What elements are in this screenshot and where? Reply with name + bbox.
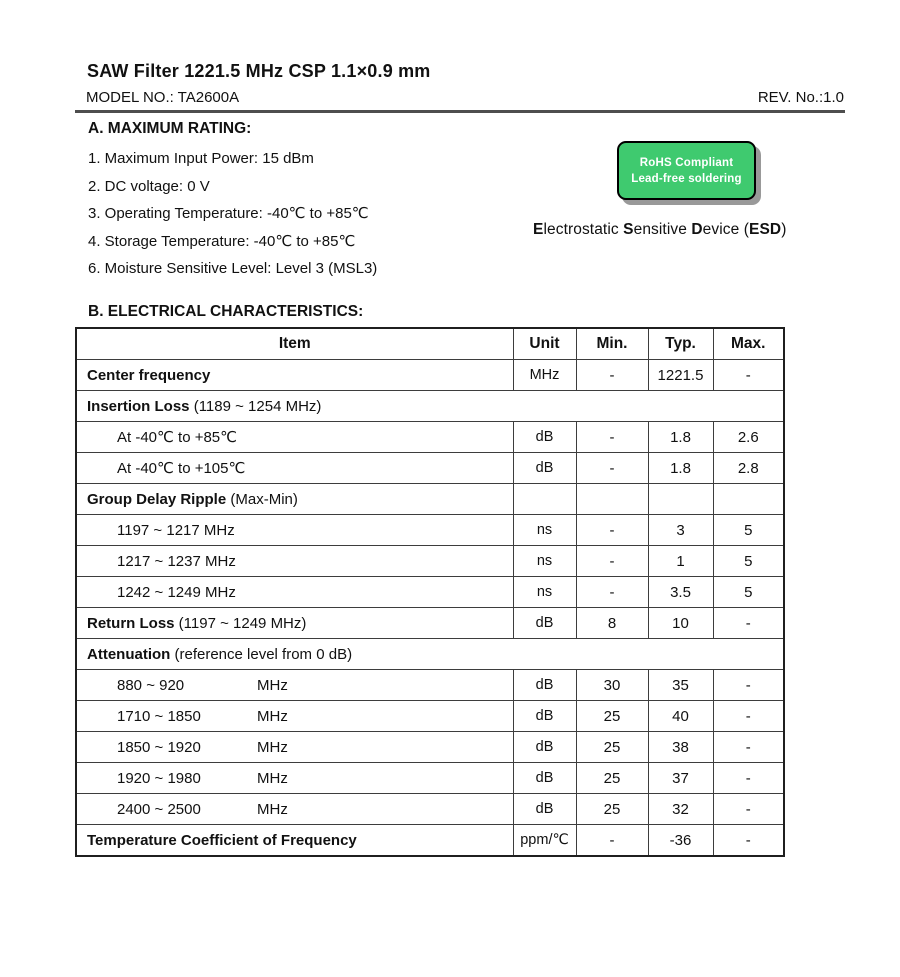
- min-cell: 25: [576, 732, 648, 763]
- item-label-bold: Insertion Loss: [87, 397, 190, 415]
- min-cell: 25: [576, 701, 648, 732]
- item-unit-suffix: MHz: [257, 707, 288, 725]
- table-row: [76, 515, 784, 546]
- unit-cell: dB: [513, 732, 576, 763]
- max-cell: 5: [713, 546, 784, 577]
- table-header-row: [76, 328, 784, 360]
- item-label-rest: At -40℃ to +105℃: [117, 460, 246, 477]
- item-label-rest: 1197 ~ 1217 MHz: [117, 521, 235, 539]
- item-cell: [76, 608, 513, 639]
- min-cell: 25: [576, 763, 648, 794]
- model-revision-row: [86, 89, 844, 106]
- table-row: [76, 701, 784, 732]
- esd-text-segment: lectrostatic: [543, 221, 624, 238]
- item-cell: [76, 484, 513, 515]
- min-cell: -: [576, 546, 648, 577]
- column-header: Typ.: [648, 328, 713, 360]
- min-cell: -: [576, 825, 648, 857]
- item-unit-suffix: MHz: [257, 676, 288, 694]
- max-rating-item: 3. Operating Temperature: -40℃ to +85℃: [88, 205, 369, 222]
- table-row: [76, 453, 784, 484]
- max-cell: -: [713, 608, 784, 639]
- max-rating-list: [88, 145, 377, 283]
- item-cell: [76, 360, 513, 391]
- rohs-badge-line1: RoHS Compliant: [639, 156, 734, 169]
- item-cell: [76, 422, 513, 453]
- item-label-rest: 1217 ~ 1237 MHz: [117, 552, 236, 570]
- table-row: [76, 825, 784, 857]
- header-divider: [75, 110, 845, 113]
- table-row: [76, 391, 784, 422]
- item-label-rest: (reference level from 0 dB): [170, 645, 353, 663]
- item-cell: [76, 639, 784, 670]
- typ-cell: 35: [648, 670, 713, 701]
- table-row: [76, 670, 784, 701]
- typ-cell: 37: [648, 763, 713, 794]
- unit-cell: ns: [513, 546, 576, 577]
- unit-cell: dB: [513, 453, 576, 484]
- esd-text-segment: evice (: [702, 221, 750, 238]
- item-cell: [76, 546, 513, 577]
- table-body: [76, 360, 784, 857]
- item-cell: [76, 670, 513, 701]
- max-cell: -: [713, 732, 784, 763]
- table-row: [76, 360, 784, 391]
- unit-cell: ns: [513, 577, 576, 608]
- min-cell: -: [576, 577, 648, 608]
- item-label-rest: 880 ~ 920: [117, 676, 185, 694]
- esd-text-segment: E: [533, 221, 544, 238]
- min-cell: -: [576, 360, 648, 391]
- typ-cell: 1: [648, 546, 713, 577]
- item-label-rest: 1850 ~ 1920: [117, 738, 201, 756]
- typ-cell: 38: [648, 732, 713, 763]
- section-b-heading: B. ELECTRICAL CHARACTERISTICS:: [88, 303, 364, 320]
- max-rating-item: 4. Storage Temperature: -40℃ to +85℃: [88, 232, 356, 250]
- typ-cell: [648, 484, 713, 515]
- item-cell: [76, 453, 513, 484]
- typ-cell: 3: [648, 515, 713, 546]
- unit-cell: dB: [513, 763, 576, 794]
- column-header: Unit: [513, 328, 576, 360]
- table-row: [76, 546, 784, 577]
- unit-cell: dB: [513, 608, 576, 639]
- esd-text-segment: ensitive: [633, 221, 692, 238]
- item-label-rest: 1710 ~ 1850: [117, 707, 201, 725]
- typ-cell: 1221.5: [648, 360, 713, 391]
- max-cell: -: [713, 794, 784, 825]
- column-header: Item: [76, 328, 513, 360]
- typ-cell: 10: [648, 608, 713, 639]
- item-label-rest: 2400 ~ 2500: [117, 800, 201, 818]
- item-cell: [76, 701, 513, 732]
- model-number: MODEL NO.: TA2600A: [86, 89, 240, 106]
- item-unit-suffix: MHz: [257, 800, 288, 818]
- min-cell: -: [576, 515, 648, 546]
- unit-cell: MHz: [513, 360, 576, 391]
- unit-cell: ppm/℃: [513, 825, 576, 857]
- max-cell: -: [713, 670, 784, 701]
- esd-note: [533, 221, 786, 239]
- electrical-characteristics-table: [75, 327, 785, 857]
- item-cell: [76, 515, 513, 546]
- item-unit-suffix: MHz: [257, 769, 288, 787]
- max-cell: 2.8: [713, 453, 784, 484]
- table-row: [76, 577, 784, 608]
- unit-cell: dB: [513, 701, 576, 732]
- table-row: [76, 763, 784, 794]
- table-row: [76, 608, 784, 639]
- min-cell: 30: [576, 670, 648, 701]
- column-header: Max.: [713, 328, 784, 360]
- table-row: [76, 794, 784, 825]
- typ-cell: -36: [648, 825, 713, 857]
- section-a-heading: A. MAXIMUM RATING:: [88, 120, 252, 137]
- max-rating-item: 1. Maximum Input Power: 15 dBm: [88, 150, 314, 167]
- column-header: Min.: [576, 328, 648, 360]
- typ-cell: 32: [648, 794, 713, 825]
- unit-cell: dB: [513, 422, 576, 453]
- rohs-badge-line2: Lead-free soldering: [631, 172, 742, 185]
- revision-number: REV. No.:1.0: [757, 89, 844, 106]
- esd-text-segment: ): [781, 221, 787, 238]
- min-cell: [576, 484, 648, 515]
- unit-cell: ns: [513, 515, 576, 546]
- max-cell: -: [713, 825, 784, 857]
- max-cell: -: [713, 360, 784, 391]
- max-cell: -: [713, 701, 784, 732]
- item-label-bold: Group Delay Ripple: [87, 490, 227, 508]
- table-row: [76, 639, 784, 670]
- unit-cell: [513, 484, 576, 515]
- esd-text-segment: D: [691, 221, 703, 238]
- item-label-rest: 1920 ~ 1980: [117, 769, 201, 787]
- max-cell: [713, 484, 784, 515]
- max-cell: -: [713, 763, 784, 794]
- item-cell: [76, 391, 784, 422]
- item-cell: [76, 763, 513, 794]
- min-cell: 25: [576, 794, 648, 825]
- item-label-bold: Temperature Coefficient of Frequency: [87, 831, 357, 849]
- table-row: [76, 484, 784, 515]
- table-row: [76, 422, 784, 453]
- item-label-rest: (Max-Min): [226, 490, 298, 508]
- max-cell: 5: [713, 577, 784, 608]
- item-label-rest: At -40℃ to +85℃: [117, 429, 237, 446]
- max-cell: 5: [713, 515, 784, 546]
- item-label-bold: Center frequency: [87, 366, 211, 384]
- max-cell: 2.6: [713, 422, 784, 453]
- max-rating-item: 6. Moisture Sensitive Level: Level 3 (MSL3): [88, 260, 378, 277]
- item-label-bold: Attenuation: [87, 645, 171, 663]
- unit-cell: dB: [513, 670, 576, 701]
- rohs-compliant-badge: [617, 141, 756, 200]
- table-row: [76, 732, 784, 763]
- item-label-rest: (1189 ~ 1254 MHz): [189, 397, 322, 415]
- esd-text-segment: S: [623, 221, 634, 238]
- min-cell: -: [576, 422, 648, 453]
- max-rating-item: 2. DC voltage: 0 V: [88, 177, 210, 195]
- typ-cell: 1.8: [648, 422, 713, 453]
- item-cell: [76, 732, 513, 763]
- item-label-bold: Return Loss: [87, 614, 175, 632]
- typ-cell: 1.8: [648, 453, 713, 484]
- item-cell: [76, 825, 513, 857]
- typ-cell: 40: [648, 701, 713, 732]
- min-cell: 8: [576, 608, 648, 639]
- typ-cell: 3.5: [648, 577, 713, 608]
- item-label-rest: 1242 ~ 1249 MHz: [117, 583, 236, 601]
- min-cell: -: [576, 453, 648, 484]
- page-title: SAW Filter 1221.5 MHz CSP 1.1×0.9 mm: [87, 61, 431, 81]
- unit-cell: dB: [513, 794, 576, 825]
- item-unit-suffix: MHz: [257, 738, 288, 756]
- item-label-rest: (1197 ~ 1249 MHz): [174, 614, 307, 632]
- item-cell: [76, 794, 513, 825]
- item-cell: [76, 577, 513, 608]
- esd-text-segment: ESD: [749, 221, 782, 238]
